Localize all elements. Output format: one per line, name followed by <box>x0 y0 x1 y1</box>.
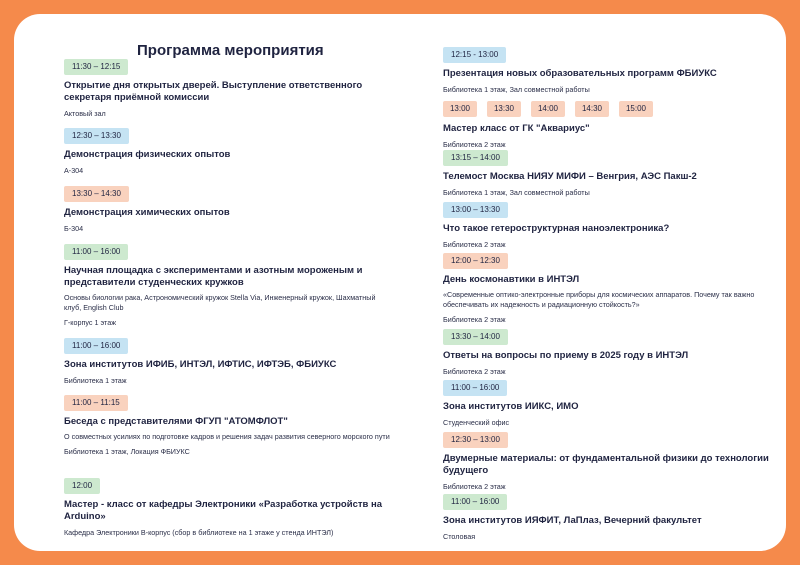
time-badge: 13:30 – 14:00 <box>443 329 508 345</box>
time-badge: 12:30 – 13:00 <box>443 432 508 448</box>
time-badge: 12:30 – 13:30 <box>64 128 129 144</box>
time-badge: 12:00 – 12:30 <box>443 253 508 269</box>
event-title: Телемост Москва НИЯУ МИФИ – Венгрия, АЭС Пакш-2 <box>443 171 697 182</box>
event-item <box>443 44 788 150</box>
time-badge: 11:00 – 11:15 <box>64 395 128 411</box>
time-badge: 11:00 – 16:00 <box>443 494 507 510</box>
event-title: Демонстрация химических опытов <box>64 207 230 218</box>
event-location: Библиотека 2 этаж <box>443 315 506 324</box>
time-badge: 11:00 – 16:00 <box>64 244 128 260</box>
event-title: Беседа с представителями ФГУП "АТОМФЛОТ" <box>64 416 288 427</box>
time-slot-badge: 14:00 <box>531 101 565 117</box>
event-location: Библиотека 1 этаж, Зал совместной работы <box>443 85 590 94</box>
event-location: Б-304 <box>64 224 84 233</box>
event-description: Основы биологии рака, Астрономический кружок Stella Via, Инженерный кружок, Шахматный клуб, English Club <box>64 293 376 312</box>
event-title: Зона институтов ИИКС, ИМО <box>443 401 579 412</box>
event-item <box>64 392 394 457</box>
event-location: Столовая <box>443 532 476 541</box>
event-location: Библиотека 1 этаж, Локация ФБИУКС <box>64 447 190 456</box>
event-item <box>64 241 394 328</box>
event-item <box>443 326 788 377</box>
event-item <box>443 147 788 198</box>
event-title: Мастер - класс от кафедры Электроники «Разработка устройств на Arduino» <box>64 499 382 522</box>
event-item <box>64 56 394 119</box>
event-title: Ответы на вопросы по приему в 2025 году в ИНТЭЛ <box>443 350 689 361</box>
event-title: Демонстрация физических опытов <box>64 149 231 160</box>
event-item <box>64 335 394 386</box>
event-item <box>64 125 394 176</box>
event-location: А-304 <box>64 166 84 175</box>
event-location: Библиотека 2 этаж <box>443 367 506 376</box>
event-title: Зона институтов ИЯФИТ, ЛаПлаз, Вечерний факультет <box>443 515 702 526</box>
page-title: Программа мероприятия <box>137 42 324 59</box>
event-item <box>443 429 788 492</box>
event-title: Зона институтов ИФИБ, ИНТЭЛ, ИФТИС, ИФТЭБ, ФБИУКС <box>64 359 337 370</box>
event-title: Что такое гетероструктурная наноэлектроника? <box>443 223 670 234</box>
event-item <box>64 475 394 538</box>
event-item <box>443 199 788 250</box>
time-badge: 12:15 - 13:00 <box>443 47 506 63</box>
event-item <box>64 183 394 234</box>
time-slots <box>443 101 788 117</box>
event-location: Библиотека 2 этаж <box>443 482 506 491</box>
event-title: Двумерные материалы: от фундаментальной физики до технологии будущего <box>443 453 769 476</box>
time-slot-badge: 13:00 <box>443 101 477 117</box>
event-title: Презентация новых образовательных программ ФБИУКС <box>443 68 717 79</box>
time-badge: 12:00 <box>64 478 100 494</box>
event-location: Кафедра Электроники В-корпус (сбор в библиотеке на 1 этаже у стенда ИНТЭЛ) <box>64 528 334 537</box>
event-location: Актовый зал <box>64 109 106 118</box>
event-title: День космонавтики в ИНТЭЛ <box>443 274 580 285</box>
event-title: Научная площадка с экспериментами и азотным мороженым и представители студенческих кружков <box>64 265 363 288</box>
event-item <box>443 491 788 542</box>
event-location: Библиотека 1 этаж, Зал совместной работы <box>443 188 590 197</box>
event-description: О совместных усилиях по подготовке кадров и решения задач развития северного морского пути <box>64 432 390 441</box>
event-location: Студенческий офис <box>443 418 510 427</box>
time-badge: 11:00 – 16:00 <box>443 380 507 396</box>
time-slot-badge: 15:00 <box>619 101 653 117</box>
event-location: Библиотека 1 этаж <box>64 376 127 385</box>
time-badge: 13:15 – 14:00 <box>443 150 508 166</box>
event-title: Мастер класс от ГК "Аквариус" <box>443 123 590 134</box>
event-description: «Современные оптико-электронные приборы для космических аппаратов. Почему так важно обеспечивать их надежность и радиационную стойкость?» <box>443 290 755 309</box>
time-badge: 13:30 – 14:30 <box>64 186 129 202</box>
event-item <box>443 250 788 325</box>
event-title: Открытие дня открытых дверей. Выступление ответственного секретаря приёмной комиссии <box>64 80 363 103</box>
event-location: Г-корпус 1 этаж <box>64 318 117 327</box>
time-slot-badge: 14:30 <box>575 101 609 117</box>
event-item <box>443 377 788 428</box>
time-badge: 11:00 – 16:00 <box>64 338 128 354</box>
event-location: Библиотека 2 этаж <box>443 140 506 149</box>
time-badge: 11:30 – 12:15 <box>64 59 128 75</box>
program-card <box>14 14 786 551</box>
time-slot-badge: 13:30 <box>487 101 521 117</box>
event-location: Библиотека 2 этаж <box>443 240 506 249</box>
time-badge: 13:00 – 13:30 <box>443 202 508 218</box>
